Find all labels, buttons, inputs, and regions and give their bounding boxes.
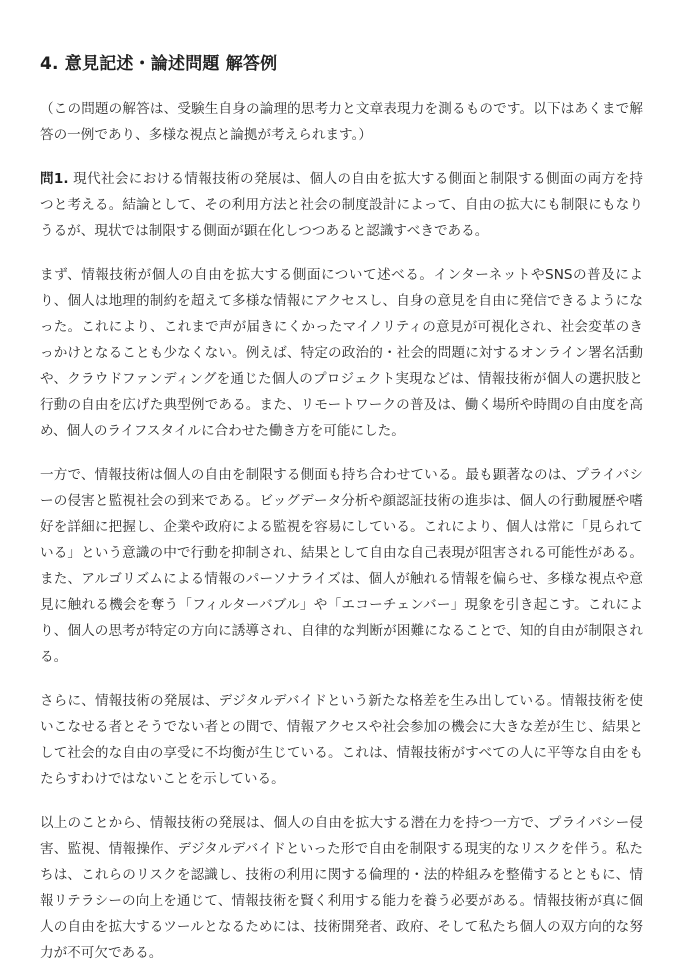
answer-paragraph-4: さらに、情報技術の発展は、デジタルデバイドという新たな格差を生み出している。情報技術を使いこなせる者とそうでない者との間で、情報アクセスや社会参加の機会に大きな差が生じ、結果として社会的な自由の享受に不均衡が生じている。これは、情報技術がすべての人に平等な自由をもたらすわけではないことを示している。 [40, 693, 643, 787]
answer-paragraph-2: まず、情報技術が個人の自由を拡大する側面について述べる。インターネットやSNSの普及により、個人は地理的制約を超えて多様な情報にアクセスし、自身の意見を自由に発信できるようになった。これにより、これまで声が届きにくかったマイノリティの意見が可視化され、社会変革のきっかけとなることも少なくない。例えば、特定の政治的・社会的問題に対するオンライン署名活動や、クラウドファンディングを通じた個人のプロジェクト実現などは、情報技術が個人の選択肢と行動の自由を広げた典型例である。また、リモートワークの普及は、働く場所や時間の自由度を高め、個人のライフスタイルに合わせた働き方を可能にした。 [40, 267, 643, 439]
question-label: 問1. [40, 171, 69, 187]
section-heading: 4. 意見記述・論述問題 解答例 [40, 54, 278, 74]
answer-note: （この問題の解答は、受験生自身の論理的思考力と文章表現力を測るものです。以下はあくまで解答の一例であり、多様な視点と論拠が考えられます。） [40, 101, 643, 143]
answer-paragraph-5: 以上のことから、情報技術の発展は、個人の自由を拡大する潜在力を持つ一方で、プライバシー侵害、監視、情報操作、デジタルデバイドといった形で自由を制限する現実的なリスクを伴う。私たちは、これらのリスクを認識し、技術の利用に関する倫理的・法的枠組みを整備するとともに、情報リテラシーの向上を通じて、情報技術を賢く利用する能力を養う必要がある。情報技術が真に個人の自由を拡大するツールとなるためには、技術開発者、政府、そして私たち個人の双方向的な努力が不可欠である。 [40, 815, 643, 961]
answer-paragraph-1-text: 現代社会における情報技術の発展は、個人の自由を拡大する側面と制限する側面の両方を持つと考える。結論として、その利用方法と社会の制度設計によって、自由の拡大にも制限にもなりうるが、現状では制限する側面が顕在化しつつあると認識すべきである。 [40, 171, 643, 239]
answer-paragraph-3: 一方で、情報技術は個人の自由を制限する側面も持ち合わせている。最も顕著なのは、プライバシーの侵害と監視社会の到来である。ビッグデータ分析や顔認証技術の進歩は、個人の行動履歴や嗜好を詳細に把握し、企業や政府による監視を容易にしている。これにより、個人は常に「見られている」という意識の中で行動を抑制され、結果として自由な自己表現が阻害される可能性がある。また、アルゴリズムによる情報のパーソナライズは、個人が触れる情報を偏らせ、多様な視点や意見に触れる機会を奪う「フィルターバブル」や「エコーチェンバー」現象を引き起こす。これにより、個人の思考が特定の方向に誘導され、自律的な判断が困難になることで、知的自由が制限される。 [40, 467, 643, 665]
answer-paragraph-1 [40, 166, 643, 244]
